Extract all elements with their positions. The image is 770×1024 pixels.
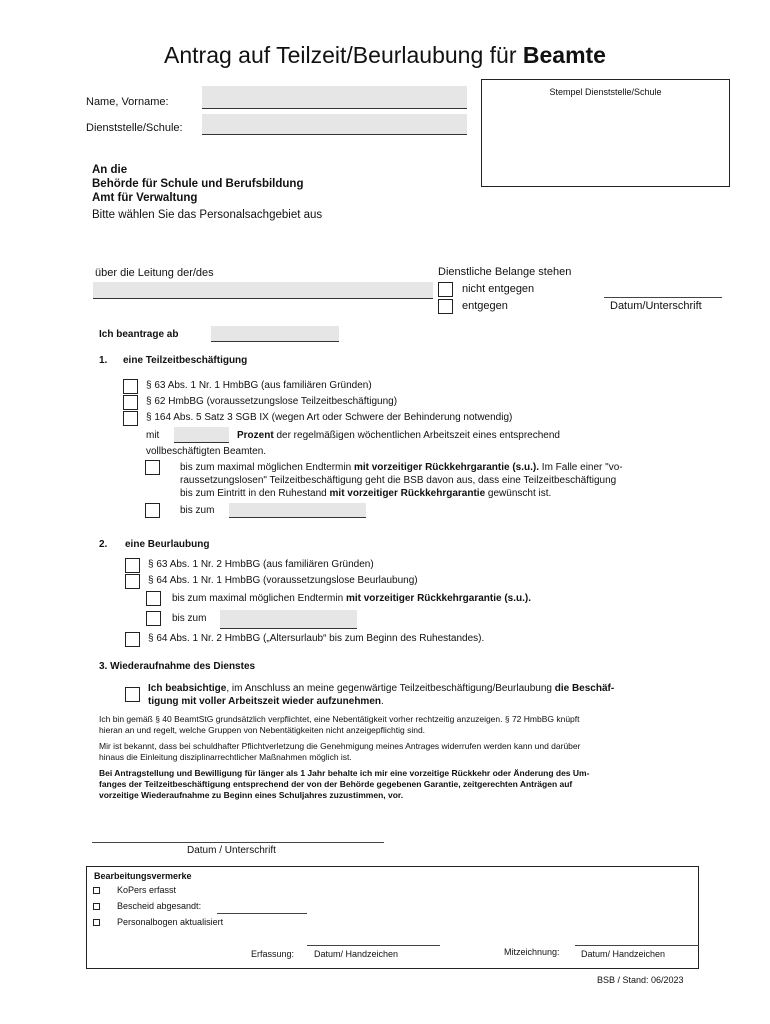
- s1-prozent-field[interactable]: [174, 427, 229, 443]
- s3-line1: [148, 683, 614, 694]
- form-title-text: Antrag auf Teilzeit/Beurlaubung für: [164, 42, 523, 68]
- s1-max-line2: raussetzungslosen" Teilzeitbeschäftigung geht die BSB davon aus, dass eine Teilzeitbeschäftigung: [180, 475, 617, 486]
- s2-max-label: [172, 593, 531, 604]
- s1-opt3-label: § 164 Abs. 5 Satz 3 SGB IX (wegen Art oder Schwere der Behinderung notwendig): [146, 412, 513, 423]
- belange-signature-label: Datum/Unterschrift: [610, 300, 702, 312]
- s1-max-checkbox[interactable]: [145, 460, 160, 475]
- s2-opt2-label: § 64 Abs. 1 Nr. 1 HmbBG (voraussetzungslose Beurlaubung): [148, 575, 418, 586]
- para3-line3: vorzeitige Wiederaufnahme zu Beginn eines Schuljahres zuzustimmen, vor.: [99, 790, 404, 800]
- section1-heading: eine Teilzeitbeschäftigung: [123, 355, 248, 366]
- belange-label: Dienstliche Belange stehen: [438, 266, 572, 278]
- dienststelle-label: Dienststelle/Schule:: [86, 122, 183, 134]
- leitung-field[interactable]: [93, 282, 433, 299]
- stamp-label: Stempel Dienststelle/Schule: [549, 87, 662, 97]
- leitung-label: über die Leitung der/des: [95, 267, 214, 279]
- s1-prozent-rest: der regelmäßigen wöchentlichen Arbeitszeit eines entsprechend: [273, 430, 560, 441]
- s2-opt3-label: § 64 Abs. 1 Nr. 2 HmbBG („Altersurlaub“ bis zum Beginn des Ruhestandes).: [148, 633, 485, 644]
- para2-line2: hinaus die Einleitung disziplinarrechtlicher Maßnahmen möglich ist.: [99, 752, 352, 762]
- para2-line1: Mir ist bekannt, dass bei schuldhafter Pflichtverletzung die Genehmigung meines Antrages widerrufen werden kann und darüber: [99, 741, 581, 751]
- address-hint[interactable]: Bitte wählen Sie das Personalsachgebiet aus: [92, 209, 323, 221]
- footer-version: BSB / Stand: 06/2023: [597, 975, 684, 985]
- s1-voll-label: vollbeschäftigten Beamten.: [146, 446, 267, 457]
- s3-l1b: , im Anschluss an meine gegenwärtige Teilzeitbeschäftigung/Beurlaubung: [226, 683, 555, 694]
- s1-opt1-label: § 63 Abs. 1 Nr. 1 HmbBG (aus familiären Gründen): [146, 380, 372, 391]
- entgegen-label: entgegen: [462, 300, 508, 312]
- s2-max-checkbox[interactable]: [146, 591, 161, 606]
- form-title-bold: Beamte: [522, 42, 606, 68]
- s3-l2b: .: [381, 696, 384, 707]
- s1-opt2-label: § 62 HmbBG (voraussetzungslose Teilzeitbeschäftigung): [146, 396, 398, 407]
- s1-opt1-checkbox[interactable]: [123, 379, 138, 394]
- s1-bis-label: bis zum: [180, 505, 215, 516]
- belange-signature-line[interactable]: [604, 297, 722, 298]
- s1-mit-label: mit: [146, 430, 160, 441]
- s1-max-line3: [180, 488, 551, 499]
- para3: [99, 768, 589, 801]
- s3-line2: [148, 696, 384, 707]
- s1-max-a: bis zum maximal möglichen Endtermin: [180, 462, 354, 473]
- applicant-signature-label: Datum / Unterschrift: [187, 845, 276, 856]
- address-line2: Behörde für Schule und Berufsbildung: [92, 178, 304, 190]
- mitzeichnung-line[interactable]: [575, 945, 699, 946]
- para3-line1: Bei Antragstellung und Bewilligung für länger als 1 Jahr behalte ich mir eine vorzeitige Rückkehr oder Änderung des Um-: [99, 768, 590, 778]
- erfassung-label: Erfassung:: [251, 949, 295, 959]
- s2-opt2-checkbox[interactable]: [125, 574, 140, 589]
- beantrage-date-field[interactable]: [211, 326, 339, 342]
- dienststelle-field[interactable]: [202, 114, 467, 135]
- s1-max-l3b: mit vorzeitiger Rückkehrgarantie: [329, 488, 486, 499]
- s1-bis-checkbox[interactable]: [145, 503, 160, 518]
- s1-max-b: mit vorzeitiger Rückkehrgarantie (s.u.).: [353, 462, 540, 473]
- name-label: Name, Vorname:: [86, 96, 169, 108]
- s3-checkbox[interactable]: [125, 687, 140, 702]
- kopers-checkbox[interactable]: [93, 887, 100, 894]
- section1-number: 1.: [99, 355, 108, 366]
- s2-bis-label: bis zum: [172, 613, 207, 624]
- address-line1: An die: [92, 164, 128, 176]
- mitzeichnung-sig-label: Datum/ Handzeichen: [581, 949, 666, 959]
- nicht-entgegen-checkbox[interactable]: [438, 282, 453, 297]
- kopers-label: KoPers erfasst: [117, 885, 177, 895]
- beantrage-label: Ich beantrage ab: [99, 329, 179, 340]
- bescheid-checkbox[interactable]: [93, 903, 100, 910]
- para1-line1: Ich bin gemäß § 40 BeamtStG grundsätzlich verpflichtet, eine Nebentätigkeit vorher rechtzeitig anzuzeigen. § 72 HmbBG knüpft: [99, 714, 580, 724]
- stamp-box: [481, 79, 730, 187]
- s1-prozent-bold: Prozent: [237, 430, 274, 441]
- name-field[interactable]: [202, 86, 467, 109]
- s1-opt3-checkbox[interactable]: [123, 411, 138, 426]
- section2-heading: eine Beurlaubung: [125, 539, 210, 550]
- section3-heading: 3. Wiederaufnahme des Dienstes: [99, 661, 256, 672]
- para3-line2: fanges der Teilzeitbeschäftigung entsprechend der von der Behörde gegebenen Garantie, zeitgerechten Anträgen auf: [99, 779, 573, 789]
- applicant-signature-line[interactable]: [92, 842, 384, 843]
- mitzeichnung-label: Mitzeichnung:: [504, 947, 560, 957]
- section2-number: 2.: [99, 539, 108, 550]
- s2-bis-checkbox[interactable]: [146, 611, 161, 626]
- form-title: [0, 42, 770, 69]
- erfassung-sig-label: Datum/ Handzeichen: [314, 949, 399, 959]
- para1: [99, 714, 580, 736]
- s2-opt1-label: § 63 Abs. 1 Nr. 2 HmbBG (aus familiären Gründen): [148, 559, 374, 570]
- personalbogen-label: Personalbogen aktualisiert: [117, 917, 224, 927]
- s1-max-c: Im Falle einer "vo-: [539, 462, 623, 473]
- personalbogen-checkbox[interactable]: [93, 919, 100, 926]
- s1-bis-field[interactable]: [229, 503, 366, 518]
- s3-l1c: die Beschäf-: [554, 683, 615, 694]
- s2-opt3-checkbox[interactable]: [125, 632, 140, 647]
- s3-l2a: tigung mit voller Arbeitszeit wieder aufzunehmen: [148, 696, 381, 707]
- bescheid-line[interactable]: [217, 913, 307, 914]
- bescheid-label: Bescheid abgesandt:: [117, 901, 202, 911]
- s2-opt1-checkbox[interactable]: [125, 558, 140, 573]
- entgegen-checkbox[interactable]: [438, 299, 453, 314]
- para1-line2: hieran an und regelt, welche Gruppen von Nebentätigkeiten nicht anzeigepflichtig sind.: [99, 725, 426, 735]
- s2-max-b: mit vorzeitiger Rückkehrgarantie (s.u.).: [345, 593, 532, 604]
- bearbeitung-heading: Bearbeitungsvermerke: [94, 871, 192, 881]
- s1-prozent-text: [237, 430, 560, 441]
- s1-max-l3c: gewünscht ist.: [485, 488, 552, 499]
- s2-bis-field[interactable]: [220, 610, 357, 629]
- erfassung-line[interactable]: [307, 945, 440, 946]
- s2-max-a: bis zum maximal möglichen Endtermin: [172, 593, 346, 604]
- nicht-entgegen-label: nicht entgegen: [462, 283, 535, 295]
- s1-max-line1: [180, 462, 705, 473]
- para2: [99, 741, 580, 763]
- address-line3: Amt für Verwaltung: [92, 192, 198, 204]
- s1-opt2-checkbox[interactable]: [123, 395, 138, 410]
- s1-max-l3a: bis zum Eintritt in den Ruhestand: [180, 488, 330, 499]
- s3-l1a: Ich beabsichtige: [148, 683, 227, 694]
